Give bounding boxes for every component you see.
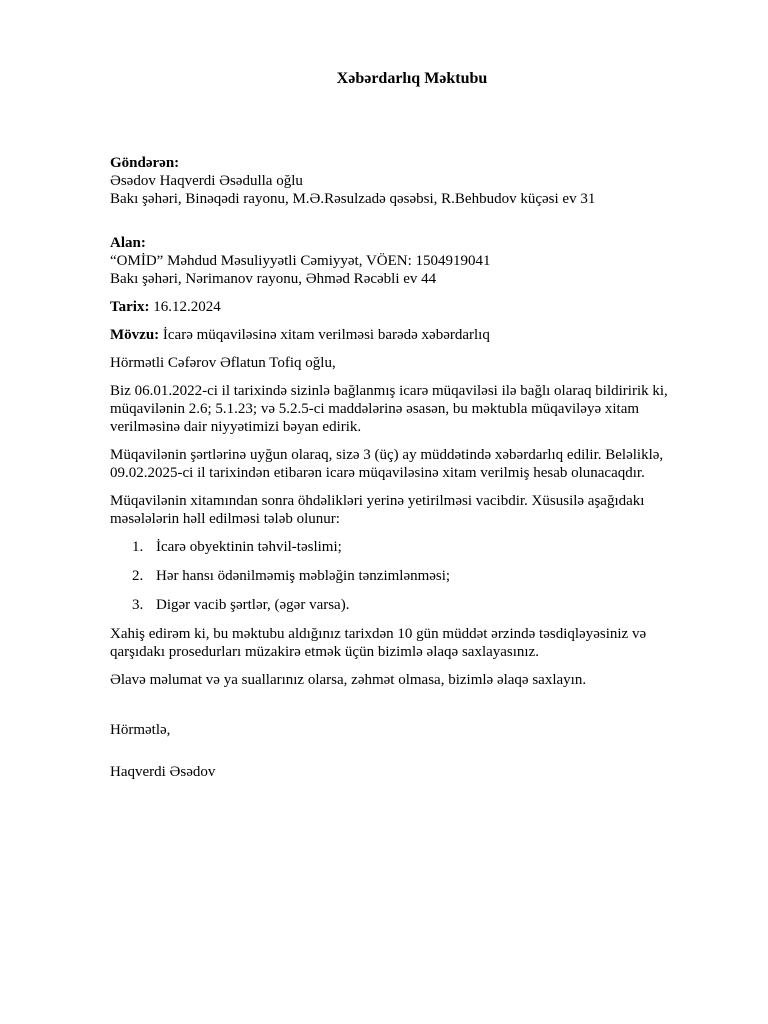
- list-item-text: Hər hansı ödənilməmiş məbləğin tənzimlənməsi;: [156, 568, 451, 584]
- obligations-list: [110, 538, 700, 625]
- date-label: Tarix:: [110, 299, 150, 315]
- recipient-address: Bakı şəhəri, Nərimanov rayonu, Əhməd Rəcəbli ev 44: [110, 271, 437, 287]
- sender-label: Göndərən:: [110, 155, 180, 171]
- list-item-number: 1.: [132, 539, 144, 555]
- paragraph-obligations: Müqavilənin xitamından sonra öhdəlikləri yerinə yetirilməsi vacibdir. Xüsusilə aşağıdakı məsələlərin həll edilməsi tələb olunur:: [110, 493, 645, 527]
- list-item-text: Digər vacib şərtlər, (əgər varsa).: [156, 597, 350, 613]
- list-item-number: 3.: [132, 597, 144, 613]
- list-item: [110, 538, 700, 567]
- signature: Haqverdi Əsədov: [110, 764, 216, 780]
- greeting: Hörmətli Cəfərov Əflatun Tofiq oğlu,: [110, 355, 336, 371]
- list-item-number: 2.: [132, 568, 144, 584]
- date-line: [110, 298, 700, 316]
- list-item-text: İcarə obyektinin təhvil-təslimi;: [156, 539, 342, 555]
- paragraph-contact: Əlavə məlumat və ya suallarınız olarsa, zəhmət olmasa, bizimlə əlaqə saxlayın.: [110, 672, 587, 688]
- sender-block: [110, 154, 700, 208]
- subject-line: [110, 326, 700, 344]
- list-item: [110, 596, 700, 625]
- recipient-block: [110, 234, 700, 288]
- closing: Hörmətlə,: [110, 722, 171, 738]
- recipient-label: Alan:: [110, 235, 146, 251]
- paragraph-notice: Müqavilənin şərtlərinə uyğun olaraq, sizə 3 (üç) ay müddətində xəbərdarlıq edilir. Beləliklə, 09.02.2025-ci il tarixindən etibarən icarə müqaviləsinə xitam verilmiş hesab olunacaqdır.: [110, 447, 664, 481]
- sender-address: Bakı şəhəri, Binəqədi rayonu, M.Ə.Rəsulzadə qəsəbsi, R.Behbudov küçəsi ev 31: [110, 191, 596, 207]
- recipient-name: “OMİD” Məhdud Məsuliyyətli Cəmiyyət, VÖEN: 1504919041: [110, 253, 491, 269]
- letter-body: [110, 154, 700, 781]
- letter-title: Xəbərdarlıq Məktubu: [336, 70, 488, 87]
- paragraph-intent: Biz 06.01.2022-ci il tarixində sizinlə bağlanmış icarə müqaviləsi ilə bağlı olaraq bildiririk ki, müqavilənin 2.6; 5.1.23; və 5.2.5-ci maddələrinə əsasən, bu məktubla müqaviləyə xitam verilməsinə dair niyyətimizi bəyan edirik.: [110, 383, 668, 435]
- subject-value: İcarə müqaviləsinə xitam verilməsi barədə xəbərdarlıq: [159, 327, 490, 343]
- sender-name: Əsədov Haqverdi Əsədulla oğlu: [110, 173, 303, 189]
- date-value: 16.12.2024: [149, 299, 221, 315]
- subject-label: Mövzu:: [110, 327, 160, 343]
- list-item: [110, 567, 700, 596]
- paragraph-request: Xahiş edirəm ki, bu məktubu aldığınız tarixdən 10 gün müddət ərzində təsdiqləyəsiniz və qarşıdakı prosedurları müzakirə etmək üçün bizimlə əlaqə saxlayasınız.: [110, 626, 647, 660]
